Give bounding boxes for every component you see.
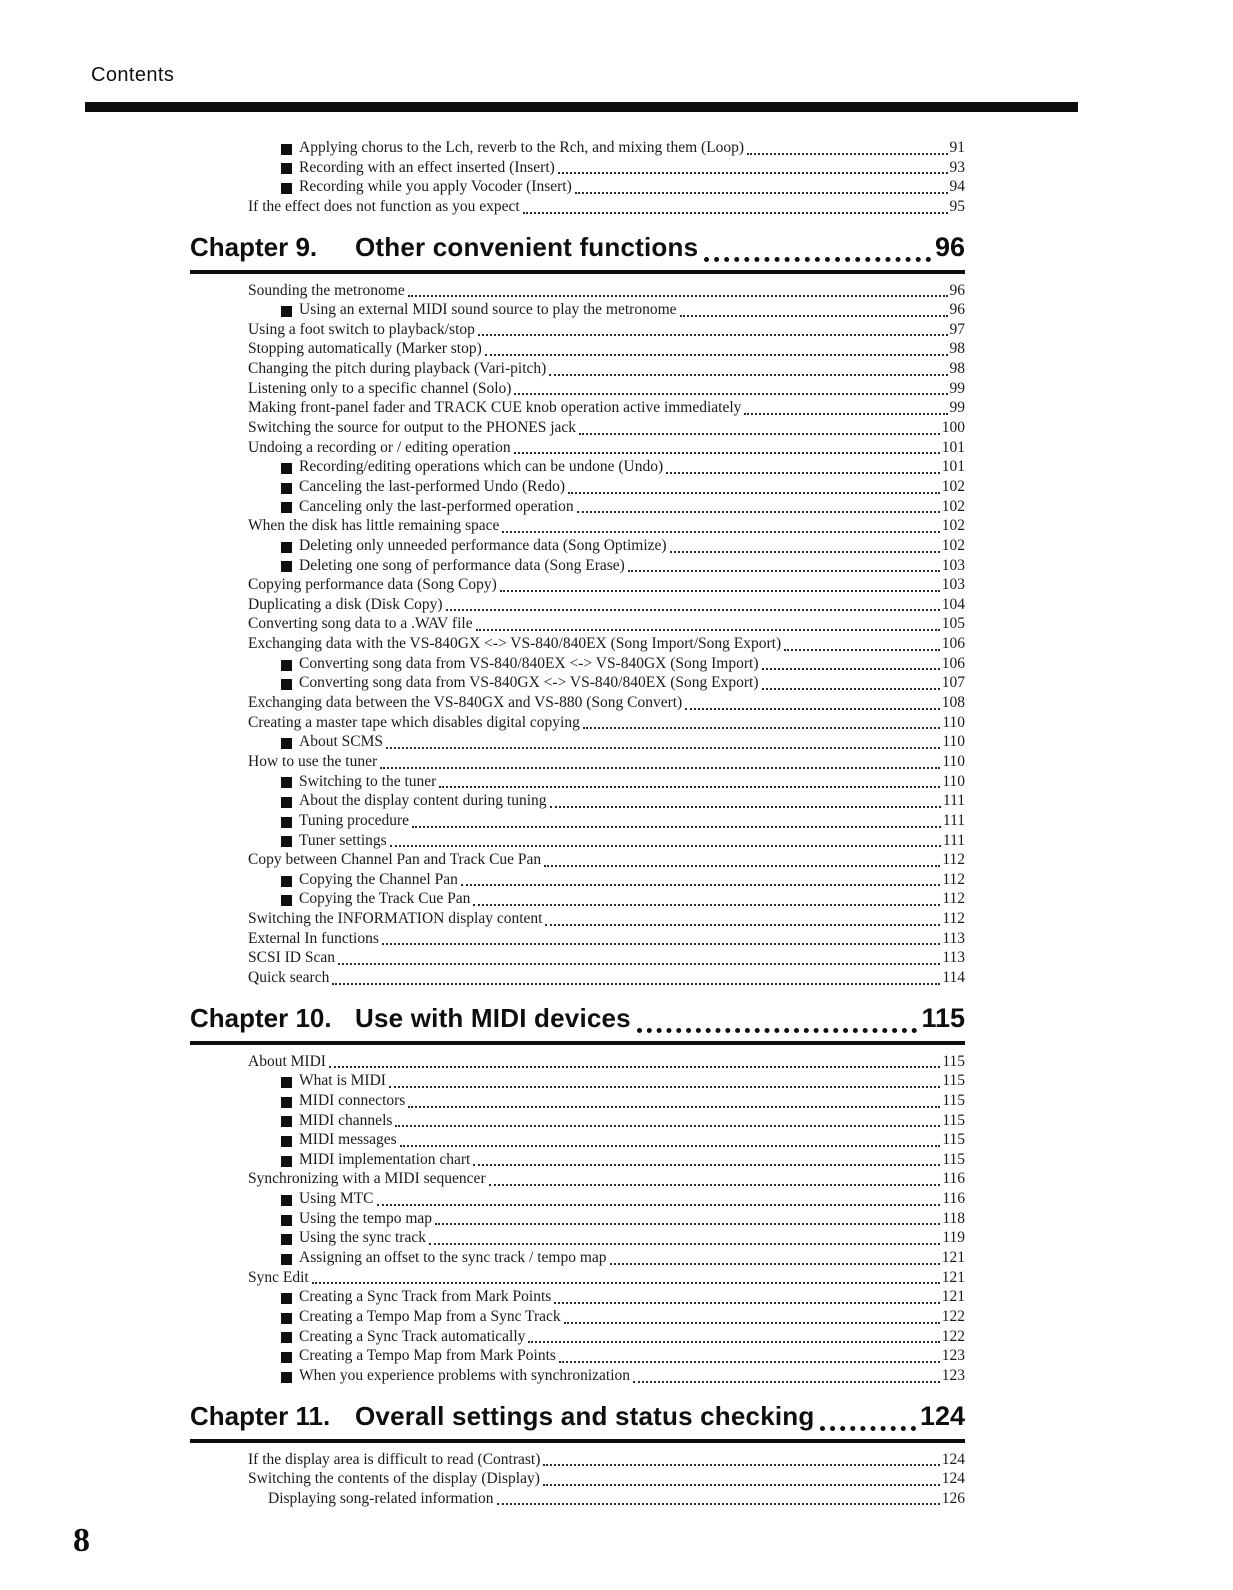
toc-entry bbox=[248, 930, 965, 950]
dot-leader-icon bbox=[380, 767, 940, 769]
toc-entry-title: When you experience problems with synchronization bbox=[299, 1366, 630, 1384]
toc-entry-page: 98 bbox=[949, 360, 965, 378]
toc-entry bbox=[281, 537, 965, 557]
toc-entry bbox=[281, 832, 965, 852]
toc-entry bbox=[248, 1470, 965, 1490]
square-bullet-icon bbox=[281, 876, 292, 887]
toc-entry bbox=[281, 1347, 965, 1367]
dot-leader-icon bbox=[386, 747, 940, 749]
toc-entry-page: 115 bbox=[942, 1131, 965, 1149]
square-bullet-icon bbox=[281, 1352, 292, 1363]
dot-leader-icon bbox=[485, 354, 948, 356]
toc-entry-page: 97 bbox=[949, 320, 965, 338]
chapter-number: Chapter 9. bbox=[190, 231, 318, 262]
dot-leader-icon bbox=[670, 551, 940, 553]
toc-entry-title: Changing the pitch during playback (Vari-pitch) bbox=[248, 360, 547, 378]
toc-entry-title: Using the tempo map bbox=[299, 1209, 433, 1227]
toc-entry-title: Recording/editing operations which can be undone (Undo) bbox=[299, 458, 664, 476]
toc-entry bbox=[281, 1072, 965, 1092]
toc-entry-title: Creating a Tempo Map from a Sync Track bbox=[299, 1307, 561, 1325]
toc-entry bbox=[248, 753, 965, 773]
chapter-number: Chapter 10. bbox=[190, 1002, 332, 1033]
chapter-page: 124 bbox=[919, 1400, 965, 1431]
dot-leader-icon bbox=[408, 1106, 940, 1108]
dot-leader-icon bbox=[528, 1341, 939, 1343]
dot-leader-icon bbox=[568, 492, 940, 494]
toc-entry-title: Switching to the tuner bbox=[299, 772, 437, 790]
toc-entry-title: Assigning an offset to the sync track / tempo map bbox=[299, 1249, 607, 1267]
toc-entry bbox=[248, 714, 965, 734]
toc-entry bbox=[281, 478, 965, 498]
toc-entry bbox=[248, 851, 965, 871]
square-bullet-icon bbox=[281, 777, 292, 788]
dot-leader-icon bbox=[500, 590, 940, 592]
toc-entry-page: 108 bbox=[941, 694, 965, 712]
square-bullet-icon bbox=[281, 1332, 292, 1343]
toc-entry bbox=[281, 1151, 965, 1171]
chapter-title: Use with MIDI devices bbox=[355, 1002, 631, 1033]
square-bullet-icon bbox=[281, 738, 292, 749]
toc-entry-page: 96 bbox=[949, 281, 965, 299]
toc-entry bbox=[268, 1490, 965, 1510]
chapter-page: 96 bbox=[934, 231, 965, 262]
dot-leader-icon bbox=[377, 1204, 941, 1206]
toc-entry-page: 103 bbox=[941, 556, 965, 574]
toc-entry-page: 99 bbox=[949, 399, 965, 417]
dot-leader-icon bbox=[564, 1322, 940, 1324]
dot-leader-icon bbox=[497, 1503, 940, 1505]
toc-entry bbox=[248, 517, 965, 537]
toc-entry-title: Copying performance data (Song Copy) bbox=[248, 576, 497, 594]
toc-entry-title: Quick search bbox=[248, 968, 330, 986]
square-bullet-icon bbox=[281, 502, 292, 513]
dot-leader-icon bbox=[502, 531, 939, 533]
toc-entry-title: When the disk has little remaining space bbox=[248, 517, 500, 535]
header-rule bbox=[85, 102, 1078, 112]
page-number: 8 bbox=[73, 1522, 90, 1559]
toc-entry bbox=[281, 1288, 965, 1308]
toc-entry bbox=[281, 1308, 965, 1328]
toc-entry-page: 112 bbox=[942, 910, 965, 928]
toc-entry-page: 110 bbox=[942, 733, 965, 751]
toc-entry bbox=[248, 615, 965, 635]
toc-entry bbox=[281, 792, 965, 812]
dot-leader-icon bbox=[400, 1145, 941, 1147]
toc-entry-title: Switching the contents of the display (Display) bbox=[248, 1470, 540, 1488]
dot-leader-icon bbox=[744, 413, 947, 415]
toc-entry-title: Copy between Channel Pan and Track Cue Pan bbox=[248, 851, 542, 869]
toc-entry-page: 121 bbox=[941, 1288, 965, 1306]
dot-leader-icon bbox=[762, 668, 940, 670]
square-bullet-icon bbox=[281, 797, 292, 808]
dot-leader-icon bbox=[473, 904, 940, 906]
toc-entry-page: 113 bbox=[942, 949, 965, 967]
toc-entry bbox=[281, 1112, 965, 1132]
toc-entry bbox=[281, 1328, 965, 1348]
dot-leader-icon bbox=[558, 172, 948, 174]
dot-leader-icon bbox=[633, 1381, 940, 1383]
toc-entry bbox=[248, 635, 965, 655]
toc-entry bbox=[281, 1249, 965, 1269]
toc-entry-title: Creating a Sync Track from Mark Points bbox=[299, 1288, 552, 1306]
toc-entry-title: How to use the tuner bbox=[248, 752, 378, 770]
dot-leader-icon bbox=[523, 212, 948, 214]
toc-entry-page: 110 bbox=[942, 752, 965, 770]
toc-entry-page: 100 bbox=[941, 419, 965, 437]
toc-entry bbox=[281, 890, 965, 910]
toc-entry-page: 113 bbox=[942, 929, 965, 947]
toc-entry bbox=[281, 1229, 965, 1249]
toc-entry-page: 101 bbox=[941, 458, 965, 476]
chapter-title: Other convenient functions bbox=[355, 231, 699, 262]
toc-entry-page: 95 bbox=[949, 197, 965, 215]
toc-entry-page: 102 bbox=[941, 517, 965, 535]
toc-entry-title: Canceling the last-performed Undo (Redo) bbox=[299, 477, 565, 495]
square-bullet-icon bbox=[281, 1372, 292, 1383]
toc-entry-page: 102 bbox=[941, 536, 965, 554]
toc-entry-page: 119 bbox=[942, 1229, 965, 1247]
toc-entry-page: 116 bbox=[942, 1190, 965, 1208]
dot-leader-icon bbox=[382, 943, 940, 945]
toc-entry-page: 102 bbox=[941, 497, 965, 515]
toc-entry bbox=[248, 576, 965, 596]
toc-entry-page: 104 bbox=[941, 595, 965, 613]
toc-entry-title: Deleting one song of performance data (Song Erase) bbox=[299, 556, 625, 574]
toc-entry-page: 111 bbox=[942, 811, 965, 829]
square-bullet-icon bbox=[281, 1293, 292, 1304]
toc-entry-page: 102 bbox=[941, 477, 965, 495]
toc-entry-title: External In functions bbox=[248, 929, 379, 947]
toc-entry-page: 122 bbox=[941, 1327, 965, 1345]
toc-entry bbox=[248, 198, 965, 218]
chapter-title: Overall settings and status checking bbox=[355, 1400, 815, 1431]
dot-leader-icon bbox=[579, 433, 940, 435]
dot-leader-icon bbox=[583, 727, 940, 729]
dot-leader-icon bbox=[312, 1282, 940, 1284]
toc-entry-page: 112 bbox=[942, 870, 965, 888]
dot-leader-icon bbox=[550, 806, 941, 808]
square-bullet-icon bbox=[281, 542, 292, 553]
square-bullet-icon bbox=[281, 679, 292, 690]
toc-entry bbox=[281, 655, 965, 675]
toc-entry-title: Converting song data from VS-840/840EX <-> VS-840GX (Song Import) bbox=[299, 654, 759, 672]
toc-entry-page: 106 bbox=[941, 635, 965, 653]
square-bullet-icon bbox=[281, 183, 292, 194]
toc-entry-title: Recording while you apply Vocoder (Insert) bbox=[299, 178, 572, 196]
dot-leader-icon bbox=[395, 1125, 940, 1127]
toc-entry-page: 93 bbox=[949, 158, 965, 176]
toc-entry-title: MIDI messages bbox=[299, 1131, 397, 1149]
toc-entry-page: 111 bbox=[942, 792, 965, 810]
dot-leader-icon bbox=[429, 1243, 940, 1245]
toc-entry-page: 112 bbox=[942, 890, 965, 908]
toc-entry-title: Tuner settings bbox=[299, 831, 387, 849]
chapter-number: Chapter 11. bbox=[190, 1400, 331, 1431]
toc-entry-title: MIDI channels bbox=[299, 1111, 393, 1129]
dot-leader-icon bbox=[704, 257, 931, 262]
toc-entry bbox=[281, 1092, 965, 1112]
toc-entry bbox=[281, 557, 965, 577]
toc-entry bbox=[281, 1131, 965, 1151]
toc-entry-title: Exchanging data with the VS-840GX <-> VS-840/840EX (Song Import/Song Export) bbox=[248, 635, 782, 653]
dot-leader-icon bbox=[489, 1184, 941, 1186]
chapter-heading bbox=[190, 1401, 965, 1443]
toc-entry-title: About SCMS bbox=[299, 733, 383, 751]
toc-entry-page: 124 bbox=[941, 1450, 965, 1468]
toc-entry-page: 118 bbox=[942, 1209, 965, 1227]
toc-entry-title: Switching the INFORMATION display content bbox=[248, 910, 543, 928]
dot-leader-icon bbox=[666, 472, 940, 474]
square-bullet-icon bbox=[281, 1136, 292, 1147]
dot-leader-icon bbox=[577, 511, 940, 513]
dot-leader-icon bbox=[329, 1066, 940, 1068]
chapter-heading bbox=[190, 232, 965, 274]
dot-leader-icon bbox=[514, 393, 947, 395]
dot-leader-icon bbox=[747, 153, 947, 155]
toc-entry-page: 111 bbox=[942, 831, 965, 849]
toc-entry-title: Sounding the metronome bbox=[248, 281, 405, 299]
dot-leader-icon bbox=[408, 295, 948, 297]
dot-leader-icon bbox=[820, 1426, 915, 1431]
toc-entry-title: Creating a Sync Track automatically bbox=[299, 1327, 526, 1345]
dot-leader-icon bbox=[439, 786, 940, 788]
table-of-contents bbox=[0, 139, 1233, 1509]
toc-entry-page: 115 bbox=[942, 1111, 965, 1129]
dot-leader-icon bbox=[559, 1361, 940, 1363]
square-bullet-icon bbox=[281, 895, 292, 906]
square-bullet-icon bbox=[281, 463, 292, 474]
toc-entry bbox=[248, 969, 965, 989]
toc-entry-title: Making front-panel fader and TRACK CUE knob operation active immediately bbox=[248, 399, 742, 417]
dot-leader-icon bbox=[461, 884, 940, 886]
dot-leader-icon bbox=[543, 1484, 940, 1486]
toc-entry-title: Using a foot switch to playback/stop bbox=[248, 320, 475, 338]
toc-entry-title: If the effect does not function as you expect bbox=[248, 197, 520, 215]
square-bullet-icon bbox=[281, 1097, 292, 1108]
dot-leader-icon bbox=[412, 826, 941, 828]
toc-entry-page: 115 bbox=[942, 1052, 965, 1070]
toc-entry-page: 121 bbox=[941, 1249, 965, 1267]
toc-entry-title: Switching the source for output to the PHONES jack bbox=[248, 419, 577, 437]
toc-entry-title: Applying chorus to the Lch, reverb to the Rch, and mixing them (Loop) bbox=[299, 139, 745, 156]
square-bullet-icon bbox=[281, 660, 292, 671]
dot-leader-icon bbox=[435, 1223, 940, 1225]
toc-entry bbox=[248, 1269, 965, 1289]
dot-leader-icon bbox=[545, 924, 940, 926]
toc-entry bbox=[248, 949, 965, 969]
square-bullet-icon bbox=[281, 1234, 292, 1245]
toc-entry-title: What is MIDI bbox=[299, 1072, 386, 1090]
toc-entry-title: Canceling only the last-performed operation bbox=[299, 497, 574, 515]
toc-entry-title: Using an external MIDI sound source to play the metronome bbox=[299, 301, 677, 319]
chapter-heading bbox=[190, 1003, 965, 1045]
toc-entry-page: 112 bbox=[942, 851, 965, 869]
toc-entry bbox=[248, 1451, 965, 1471]
toc-entry-page: 110 bbox=[942, 772, 965, 790]
toc-entry-page: 94 bbox=[949, 178, 965, 196]
toc-entry-page: 115 bbox=[942, 1072, 965, 1090]
toc-entry bbox=[281, 139, 965, 159]
square-bullet-icon bbox=[281, 1313, 292, 1324]
toc-entry bbox=[281, 458, 965, 478]
dot-leader-icon bbox=[476, 629, 940, 631]
toc-entry-title: Duplicating a disk (Disk Copy) bbox=[248, 595, 443, 613]
dot-leader-icon bbox=[544, 865, 940, 867]
toc-entry-title: Undoing a recording or / editing operation bbox=[248, 438, 511, 456]
square-bullet-icon bbox=[281, 1195, 292, 1206]
square-bullet-icon bbox=[281, 144, 292, 155]
toc-entry bbox=[281, 301, 965, 321]
square-bullet-icon bbox=[281, 1116, 292, 1127]
toc-entry-title: About the display content during tuning bbox=[299, 792, 547, 810]
toc-entry-title: Converting song data to a .WAV file bbox=[248, 615, 473, 633]
toc-entry bbox=[248, 282, 965, 302]
toc-entry-page: 96 bbox=[949, 301, 965, 319]
dot-leader-icon bbox=[390, 845, 941, 847]
toc-entry bbox=[281, 812, 965, 832]
toc-entry-title: Converting song data from VS-840GX <-> VS-840/840EX (Song Export) bbox=[299, 674, 759, 692]
toc-entry-title: If the display area is difficult to read (Contrast) bbox=[248, 1450, 541, 1468]
square-bullet-icon bbox=[281, 1077, 292, 1088]
toc-entry-title: Recording with an effect inserted (Insert) bbox=[299, 158, 555, 176]
toc-entry-page: 115 bbox=[942, 1150, 965, 1168]
toc-entry bbox=[281, 498, 965, 518]
dot-leader-icon bbox=[514, 452, 940, 454]
toc-entry-page: 99 bbox=[949, 379, 965, 397]
toc-entry bbox=[248, 419, 965, 439]
toc-entry bbox=[248, 910, 965, 930]
square-bullet-icon bbox=[281, 306, 292, 317]
toc-entry bbox=[248, 596, 965, 616]
dot-leader-icon bbox=[637, 1028, 918, 1033]
toc-entry-page: 123 bbox=[941, 1366, 965, 1384]
square-bullet-icon bbox=[281, 1215, 292, 1226]
toc-entry-title: SCSI ID Scan bbox=[248, 949, 335, 967]
toc-entry-page: 114 bbox=[942, 968, 965, 986]
toc-entry-title: Displaying song-related information bbox=[268, 1489, 494, 1507]
toc-entry-title: Copying the Track Cue Pan bbox=[299, 890, 471, 908]
chapter-page: 115 bbox=[921, 1002, 965, 1033]
dot-leader-icon bbox=[446, 609, 940, 611]
toc-entry-page: 91 bbox=[949, 139, 965, 156]
square-bullet-icon bbox=[281, 163, 292, 174]
toc-entry bbox=[248, 694, 965, 714]
dot-leader-icon bbox=[610, 1263, 940, 1265]
toc-entry-page: 106 bbox=[941, 654, 965, 672]
toc-entry-title: Stopping automatically (Marker stop) bbox=[248, 340, 482, 358]
toc-entry bbox=[281, 1210, 965, 1230]
toc-entry-page: 124 bbox=[941, 1470, 965, 1488]
toc-entry bbox=[281, 674, 965, 694]
page-header-label: Contents bbox=[91, 64, 175, 86]
toc-entry-page: 98 bbox=[949, 340, 965, 358]
toc-entry-page: 122 bbox=[941, 1307, 965, 1325]
dot-leader-icon bbox=[685, 708, 940, 710]
toc-entry bbox=[281, 871, 965, 891]
toc-entry bbox=[248, 399, 965, 419]
toc-entry-title: Deleting only unneeded performance data (Song Optimize) bbox=[299, 536, 667, 554]
square-bullet-icon bbox=[281, 483, 292, 494]
toc-entry-title: Using the sync track bbox=[299, 1229, 426, 1247]
dot-leader-icon bbox=[549, 374, 947, 376]
toc-entry bbox=[281, 733, 965, 753]
dot-leader-icon bbox=[628, 570, 940, 572]
toc-entry-title: Creating a master tape which disables digital copying bbox=[248, 713, 580, 731]
toc-entry bbox=[248, 380, 965, 400]
toc-entry-page: 115 bbox=[942, 1091, 965, 1109]
dot-leader-icon bbox=[473, 1164, 940, 1166]
toc-entry-title: Synchronizing with a MIDI sequencer bbox=[248, 1170, 486, 1188]
dot-leader-icon bbox=[478, 334, 948, 336]
toc-entry-title: Using MTC bbox=[299, 1190, 374, 1208]
toc-entry-page: 105 bbox=[941, 615, 965, 633]
toc-entry-page: 103 bbox=[941, 576, 965, 594]
dot-leader-icon bbox=[680, 315, 948, 317]
toc-entry bbox=[281, 178, 965, 198]
toc-entry bbox=[248, 340, 965, 360]
toc-entry-page: 126 bbox=[941, 1489, 965, 1507]
toc-entry-page: 123 bbox=[941, 1347, 965, 1365]
toc-entry-page: 116 bbox=[942, 1170, 965, 1188]
dot-leader-icon bbox=[554, 1302, 939, 1304]
toc-entry bbox=[248, 321, 965, 341]
toc-entry bbox=[248, 1170, 965, 1190]
toc-entry bbox=[281, 159, 965, 179]
dot-leader-icon bbox=[543, 1464, 939, 1466]
dot-leader-icon bbox=[575, 192, 948, 194]
toc-entry-title: Creating a Tempo Map from Mark Points bbox=[299, 1347, 556, 1365]
toc-entry-page: 107 bbox=[941, 674, 965, 692]
toc-entry bbox=[248, 360, 965, 380]
toc-entry-title: Tuning procedure bbox=[299, 811, 410, 829]
toc-entry-title: About MIDI bbox=[248, 1052, 326, 1070]
dot-leader-icon bbox=[784, 649, 940, 651]
toc-entry-title: Exchanging data between the VS-840GX and VS-880 (Song Convert) bbox=[248, 694, 683, 712]
toc-entry bbox=[248, 439, 965, 459]
dot-leader-icon bbox=[338, 963, 940, 965]
square-bullet-icon bbox=[281, 561, 292, 572]
toc-entry-title: MIDI connectors bbox=[299, 1091, 406, 1109]
toc-entry-page: 110 bbox=[942, 713, 965, 731]
toc-entry-page: 101 bbox=[941, 438, 965, 456]
square-bullet-icon bbox=[281, 1254, 292, 1265]
toc-entry-title: MIDI implementation chart bbox=[299, 1150, 471, 1168]
square-bullet-icon bbox=[281, 817, 292, 828]
toc-entry bbox=[281, 1367, 965, 1387]
toc-entry bbox=[248, 1053, 965, 1073]
dot-leader-icon bbox=[332, 983, 940, 985]
square-bullet-icon bbox=[281, 836, 292, 847]
square-bullet-icon bbox=[281, 1156, 292, 1167]
toc-entry-title: Sync Edit bbox=[248, 1268, 309, 1286]
toc-entry-page: 121 bbox=[941, 1268, 965, 1286]
toc-entry-title: Listening only to a specific channel (Solo) bbox=[248, 379, 512, 397]
toc-entry bbox=[281, 1190, 965, 1210]
dot-leader-icon bbox=[762, 688, 940, 690]
toc-entry-title: Copying the Channel Pan bbox=[299, 870, 458, 888]
toc-entry bbox=[281, 773, 965, 793]
dot-leader-icon bbox=[389, 1086, 940, 1088]
